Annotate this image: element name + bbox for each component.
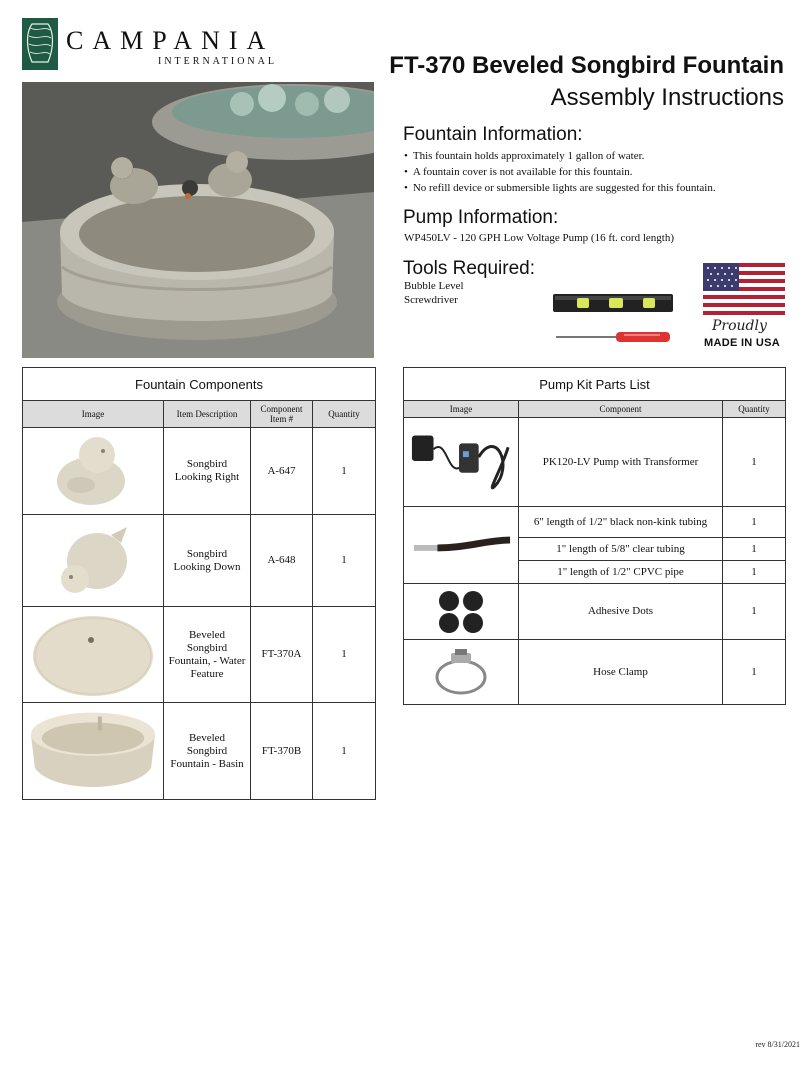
- brand-name: CAMPANIA: [66, 26, 275, 55]
- item-description: Songbird Looking Down: [164, 515, 251, 606]
- fountain-components-table: [22, 367, 376, 800]
- basin-image: [23, 703, 164, 799]
- songbird-right-image: [23, 428, 164, 514]
- water-feature-image: [23, 607, 164, 702]
- table-row: [23, 703, 375, 799]
- screwdriver-icon: [556, 330, 676, 349]
- item-quantity: 1: [341, 744, 347, 757]
- tubing-rows: [519, 507, 785, 583]
- fountain-photo: [22, 82, 374, 358]
- column-header: Component: [519, 401, 723, 417]
- component-quantity: 1: [751, 565, 757, 578]
- column-header: Item Description: [164, 401, 251, 427]
- column-header: Quantity: [723, 401, 785, 417]
- item-description: Songbird Looking Right: [164, 428, 251, 514]
- table-row: [519, 507, 785, 538]
- songbird-down-image: [23, 515, 164, 606]
- table-row: [23, 515, 375, 607]
- column-header: Quantity: [313, 401, 375, 427]
- table-row: [519, 561, 785, 583]
- item-quantity: 1: [341, 464, 347, 477]
- item-description: Beveled Songbird Fountain, - Water Feature: [164, 607, 251, 702]
- item-number: A-647: [251, 428, 313, 514]
- fountain-info-item: • A fountain cover is not available for this fountain.: [404, 164, 716, 180]
- table-header-row: [23, 401, 375, 428]
- adhesive-dots-image: [404, 584, 519, 639]
- fountain-info-item: • This fountain holds approximately 1 gallon of water.: [404, 148, 716, 164]
- made-in-usa-label: MADE IN USA: [704, 337, 781, 349]
- component-name: 1" length of 5/8" clear tubing: [519, 538, 723, 560]
- item-quantity: 1: [341, 554, 347, 566]
- table-title: Pump Kit Parts List: [404, 368, 785, 401]
- pump-transformer-image: [404, 418, 519, 506]
- component-quantity: 1: [751, 515, 757, 528]
- proudly-label: Proudly: [712, 318, 767, 334]
- brand-subtitle: INTERNATIONAL: [158, 56, 277, 67]
- table-row: [519, 538, 785, 561]
- component-name: Hose Clamp: [519, 640, 723, 704]
- table-row: [404, 584, 785, 640]
- item-number: A-648: [251, 515, 313, 606]
- table-row: [23, 428, 375, 515]
- bubble-level-icon: [553, 292, 673, 319]
- page-title: FT-370 Beveled Songbird Fountain: [389, 52, 784, 79]
- item-number: FT-370A: [251, 607, 313, 702]
- table-header-row: [404, 401, 785, 418]
- pump-kit-table: [403, 367, 786, 705]
- table-row: [23, 607, 375, 703]
- table-row-group: [404, 507, 785, 584]
- logo-urn-icon: [22, 18, 58, 70]
- component-quantity: 1: [751, 542, 757, 555]
- page-subtitle: Assembly Instructions: [550, 84, 784, 111]
- column-header: Component Item #: [251, 401, 313, 427]
- component-quantity: 1: [751, 605, 757, 617]
- table-row: [404, 418, 785, 507]
- item-description: Beveled Songbird Fountain - Basin: [164, 703, 251, 799]
- item-quantity: 1: [341, 648, 347, 660]
- component-quantity: 1: [751, 455, 757, 468]
- hose-clamp-image: [404, 640, 519, 704]
- component-name: Adhesive Dots: [519, 584, 723, 639]
- column-header: Image: [23, 401, 164, 427]
- component-name: 1" length of 1/2" CPVC pipe: [519, 561, 723, 583]
- tool-item: Bubble Level: [404, 280, 464, 292]
- component-quantity: 1: [751, 665, 757, 678]
- table-title: Fountain Components: [23, 368, 375, 401]
- component-name: 6" length of 1/2" black non-kink tubing: [519, 507, 723, 537]
- tubing-image: [404, 507, 519, 583]
- fountain-info-item: • No refill device or submersible lights are suggested for this fountain.: [404, 180, 716, 196]
- us-flag-icon: [703, 263, 785, 315]
- tools-heading: Tools Required:: [403, 258, 536, 279]
- item-number: FT-370B: [251, 703, 313, 799]
- revision-date: rev 8/31/2021: [755, 1040, 800, 1049]
- pump-info-text: WP450LV - 120 GPH Low Voltage Pump (16 ft. cord length): [404, 232, 674, 244]
- fountain-info-list: [404, 148, 716, 196]
- component-name: PK120-LV Pump with Transformer: [519, 418, 723, 506]
- tool-item: Screwdriver: [404, 294, 458, 306]
- fountain-info-heading: Fountain Information:: [403, 124, 583, 145]
- table-row: [404, 640, 785, 704]
- column-header: Image: [404, 401, 519, 417]
- pump-info-heading: Pump Information:: [403, 207, 559, 228]
